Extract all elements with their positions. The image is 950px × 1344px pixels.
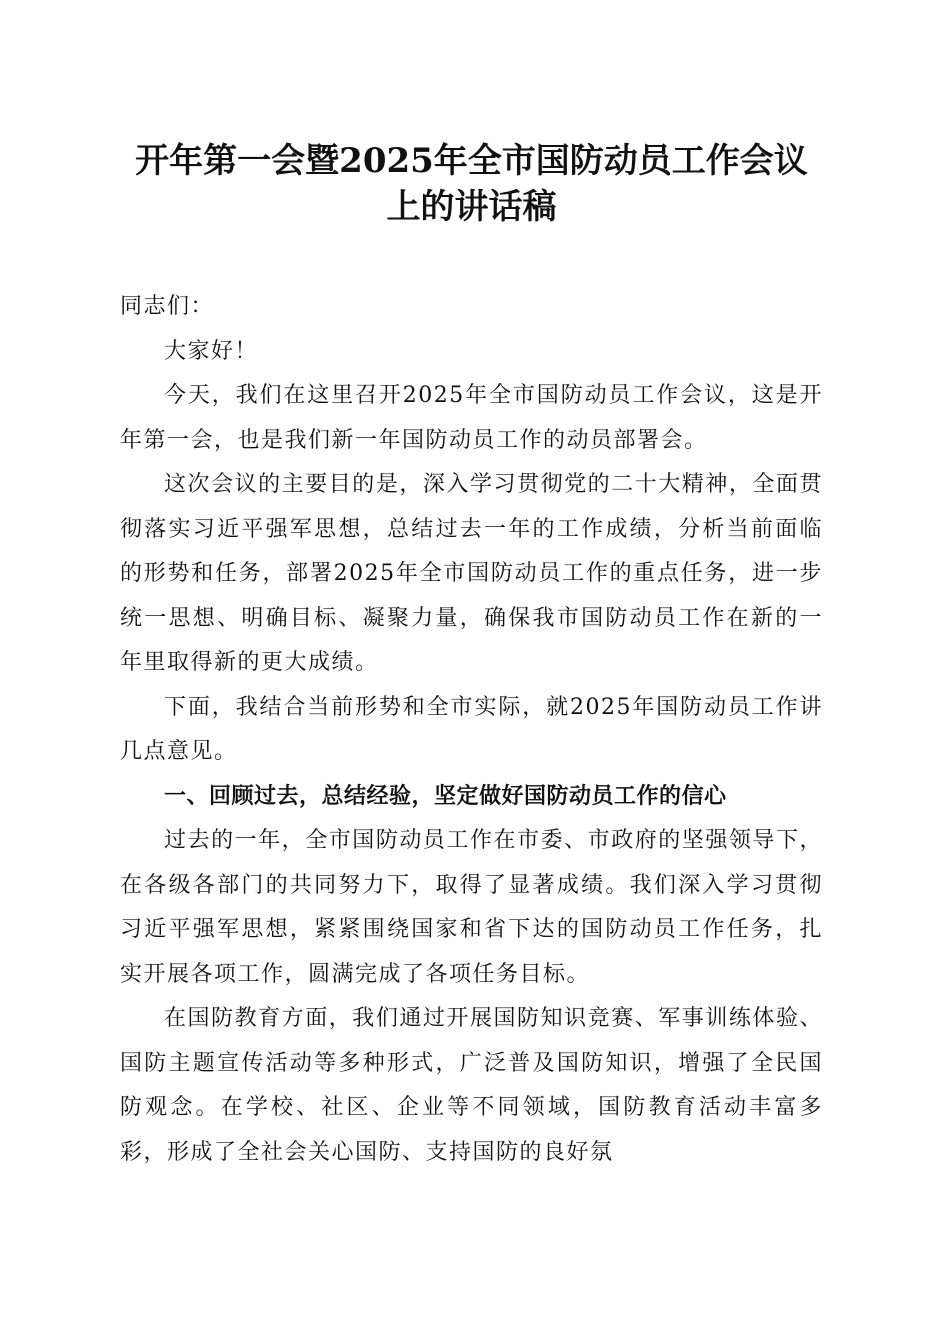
paragraph-review: 过去的一年，全市国防动员工作在市委、市政府的坚强领导下，在各级各部门的共同努力下，取得了显著成绩。我们深入学习贯彻习近平强军思想，紧紧围绕国家和省下达的国防动员工作任务，扎实开展各项工作，圆满完成了各项任务目标。 (120, 828, 823, 987)
paragraph-education: 在国防教育方面，我们通过开展国防知识竞赛、军事训练体验、国防主题宣传活动等多种形式，广泛普及国防知识，增强了全民国防观念。在学校、社区、企业等不同领域，国防教育活动丰富多彩，形成了全社会关心国防、支持国防的良好氛 (120, 1006, 823, 1165)
salutation: 同志们： (120, 294, 215, 319)
paragraph-transition: 下面，我结合当前形势和全市实际，就2025年国防动员工作讲几点意见。 (120, 694, 823, 764)
document-page (120, 138, 823, 1175)
paragraph-greeting: 大家好！ (164, 338, 259, 364)
section-heading-1: 一、回顾过去，总结经验，坚定做好国防动员工作的信心 (164, 783, 727, 809)
paragraph-opening: 今天，我们在这里召开2025年全市国防动员工作会议，这是开年第一会，也是我们新一年国防动员工作的动员部署会。 (120, 383, 823, 453)
document-body (120, 285, 823, 1175)
document-title: 开年第一会暨2025年全市国防动员工作会议上的讲话稿 (135, 141, 808, 227)
paragraph-purpose: 这次会议的主要目的是，深入学习贯彻党的二十大精神，全面贯彻落实习近平强军思想，总结过去一年的工作成绩，分析当前面临的形势和任务，部署2025年全市国防动员工作的重点任务，进一步统一思想、明确目标、凝聚力量，确保我市国防动员工作在新的一年里取得新的更大成绩。 (120, 472, 823, 675)
